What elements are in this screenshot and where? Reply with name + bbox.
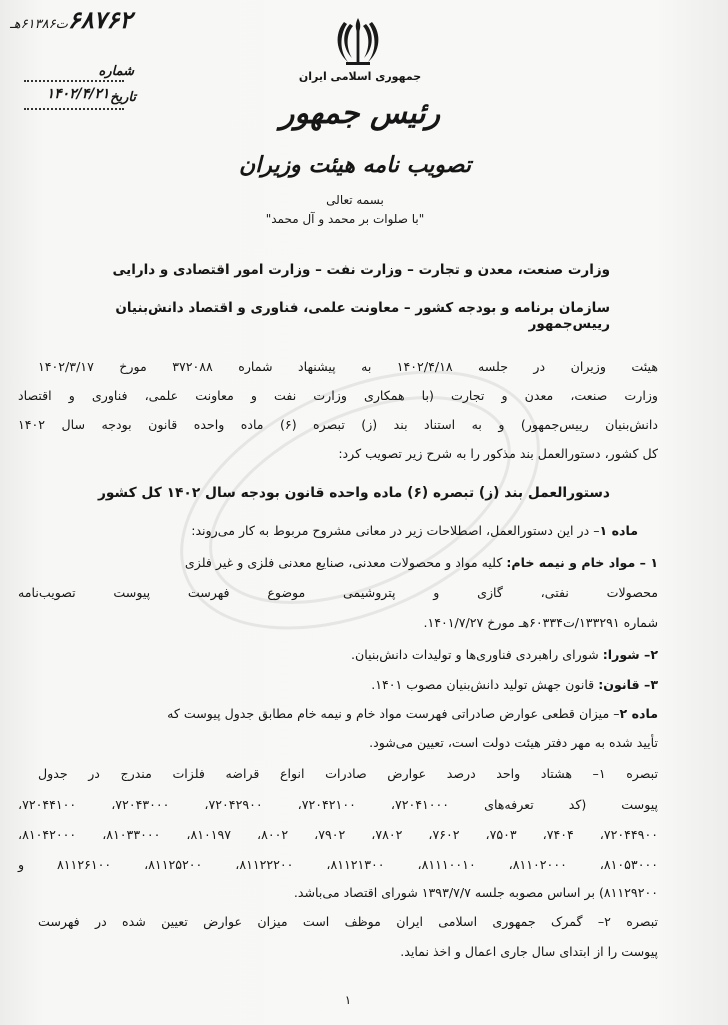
basmala: بسمه تعالی bbox=[326, 193, 384, 207]
president-title: رئیس جمهور bbox=[279, 96, 441, 131]
date-line bbox=[24, 108, 124, 110]
intro-line-2: وزارت صنعت، معدن و تجارت (با همکاری وزارت نفت و معاونت علمی، فناوری و اقتصاد bbox=[18, 388, 658, 403]
page-number: ۱ bbox=[344, 993, 352, 1007]
article-2-line-1: – میزان قطعی عوارض صادراتی فهرست مواد خام و نیمه خام مطابق جدول پیوست که bbox=[167, 706, 620, 721]
note-2-line-2: پیوست را از ابتدای سال جاری اعمال و اخذ نماید. bbox=[400, 944, 658, 959]
number-line bbox=[24, 80, 124, 82]
decree-subject: دستورالعمل بند (ز) تبصره (۶) ماده واحده قانون بودجه سال ۱۴۰۲ کل کشور bbox=[97, 485, 610, 501]
item-2-term: ۲– شورا: bbox=[602, 647, 658, 662]
item-3-text: قانون جهش تولید دانش‌بنیان مصوب ۱۴۰۱. bbox=[371, 677, 595, 692]
article-1-item-3 bbox=[38, 673, 658, 697]
republic-title: جمهوری اسلامی ایران bbox=[298, 70, 422, 83]
article-1 bbox=[78, 519, 638, 543]
article-1-text: – در این دستورالعمل، اصطلاحات زیر در معانی مشروح مربوط به کار می‌روند: bbox=[191, 523, 600, 538]
recipients-line-1: وزارت صنعت، معدن و تجارت – وزارت نفت – وزارت امور اقتصادی و دارایی bbox=[112, 262, 610, 278]
item-2-text: شورای راهبردی فناوری‌ها و تولیدات دانش‌بنیان. bbox=[351, 647, 599, 662]
recipients-line-2: سازمان برنامه و بودجه کشور – معاونت علمی، فناوری و اقتصاد دانش‌بنیان رییس‌جمهور bbox=[115, 300, 610, 332]
iran-emblem-icon bbox=[334, 14, 382, 68]
article-1-item-2 bbox=[38, 643, 658, 667]
number-label: شماره bbox=[98, 64, 134, 79]
registration-number: ۶۸۷۶۲ت۶۱۳۸۶هـ bbox=[10, 6, 133, 34]
note-1-line-5: ۸۱۱۲۹۲۰۰) بر اساس مصوبه جلسه ۱۳۹۳/۷/۷ شورای اقتصاد می‌باشد. bbox=[293, 885, 658, 900]
intro-line-3: دانش‌بنیان رییس‌جمهور) و به استناد بند (ز) تبصره (۶) ماده واحده قانون بودجه سال ۱۴۰۲ bbox=[18, 417, 658, 432]
note-1-line-2: پیوست (کد تعرفه‌های ۷۲۰۴۱۰۰۰، ۷۲۰۴۲۱۰۰، ۷۲۰۴۲۹۰۰، ۷۲۰۴۳۰۰۰، ۷۲۰۴۴۱۰۰، bbox=[18, 797, 659, 812]
cabinet-decree-title: تصویب نامه هیئت وزیران bbox=[239, 152, 471, 178]
item-1-line-2: محصولات نفتی، گازی و پتروشیمی موضوع فهرست پیوست تصویب‌نامه bbox=[18, 585, 658, 600]
article-1-title: ماده ۱ bbox=[599, 523, 638, 538]
intro-line-1: هیئت وزیران در جلسه ۱۴۰۲/۴/۱۸ به پیشنهاد شماره ۳۷۲۰۸۸ مورخ ۱۴۰۲/۳/۱۷ bbox=[38, 359, 658, 374]
date-label: تاریخ bbox=[110, 90, 136, 105]
salawat: "با صلوات بر محمد و آل محمد" bbox=[265, 212, 425, 226]
article-2 bbox=[18, 702, 658, 726]
note-1-line-4: ۸۱۰۵۳۰۰۰، ۸۱۱۰۲۰۰۰، ۸۱۱۱۰۰۱۰، ۸۱۱۲۱۳۰۰، ۸۱۱۲۲۲۰۰، ۸۱۱۲۵۲۰۰، ۸۱۱۲۶۱۰۰ و bbox=[18, 857, 658, 872]
article-1-item-1 bbox=[18, 551, 658, 575]
note-1-line-3: ۷۲۰۴۴۹۰۰، ۷۴۰۴، ۷۵۰۳، ۷۶۰۲، ۷۸۰۲، ۷۹۰۲، ۸۰۰۲، ۸۱۰۱۹۷، ۸۱۰۳۳۰۰۰، ۸۱۰۴۲۰۰۰، bbox=[18, 827, 658, 842]
item-1-line-1: کلیه مواد و محصولات معدنی، صنایع معدنی فلزی و غیر فلزی bbox=[184, 555, 503, 570]
note-1-line-1: تبصره ۱– هشتاد واحد درصد عوارض صادرات انواع قراضه فلزات مندرج در جدول bbox=[38, 766, 658, 781]
article-2-title: ماده ۲ bbox=[619, 706, 658, 721]
article-2-line-2: تأیید شده به مهر دفتر هیئت دولت است، تعیین می‌شود. bbox=[369, 735, 658, 750]
item-1-term: ۱ – مواد خام و نیمه خام: bbox=[506, 555, 658, 570]
item-1-line-3: شماره ۱۳۳۲۹۱/ت۶۰۳۳۴هـ مورخ ۱۴۰۱/۷/۲۷. bbox=[423, 615, 658, 630]
intro-line-4: کل کشور، دستورالعمل بند مذکور را به شرح زیر تصویب کرد: bbox=[338, 446, 658, 461]
note-2-line-1: تبصره ۲– گمرک جمهوری اسلامی ایران موظف است میزان عوارض تعیین شده در فهرست bbox=[38, 914, 658, 929]
item-3-term: ۳– قانون: bbox=[598, 677, 658, 692]
date-value: ۱۴۰۲/۴/۲۱ bbox=[46, 86, 110, 102]
